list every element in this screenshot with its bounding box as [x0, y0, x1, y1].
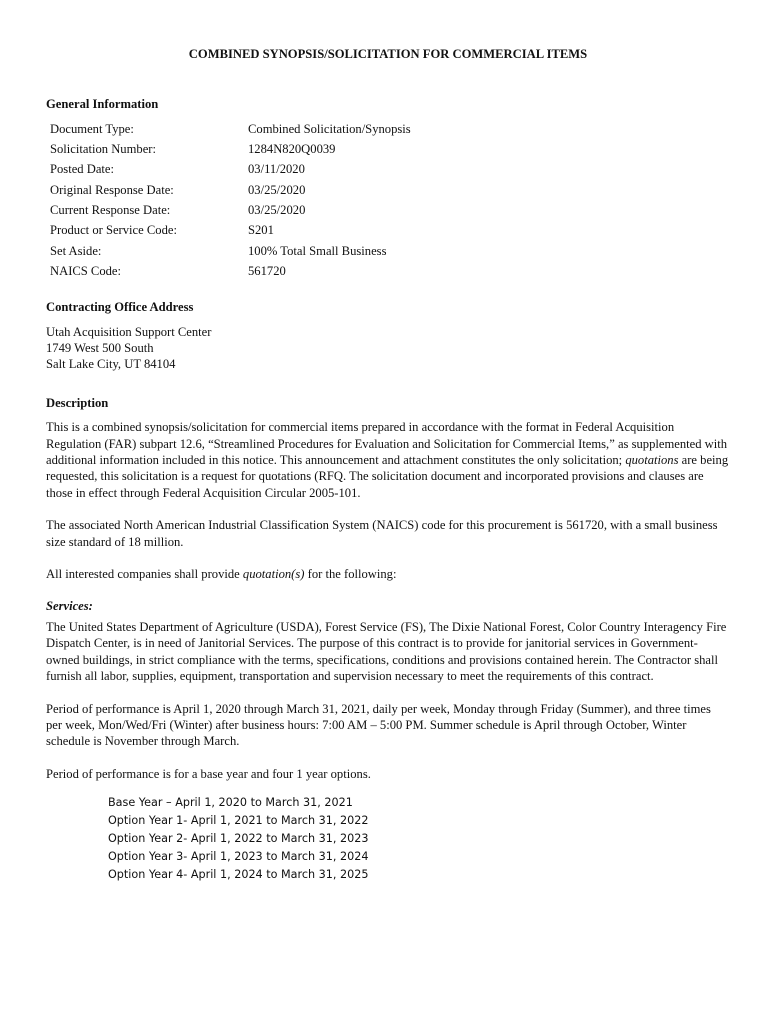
- list-item: Option Year 1- April 1, 2021 to March 31, 2022: [108, 814, 369, 828]
- info-value: S201: [248, 223, 274, 238]
- info-value: 03/25/2020: [248, 182, 306, 197]
- info-value: Combined Solicitation/Synopsis: [248, 121, 411, 136]
- info-row-naics-code: [50, 263, 730, 283]
- general-information-section: [46, 96, 730, 283]
- info-row-solicitation-number: [50, 141, 730, 161]
- contracting-office-heading: Contracting Office Address: [46, 300, 194, 315]
- office-address: [46, 324, 730, 373]
- text-run: All interested companies shall provide: [46, 567, 243, 582]
- emphasis-text: quotations: [625, 453, 679, 468]
- info-label: Document Type:: [50, 121, 134, 136]
- info-label: NAICS Code:: [50, 263, 122, 278]
- info-label: Product or Service Code:: [50, 223, 177, 238]
- text-run: This is a combined synopsis/solicitation for commercial items prepared in accordance with the format in Federal Acquisition Regulation (FAR) subpart 12.6, “Streamlined Procedures for Evaluation and Solicitation for Commercial Items,” as supplemented with additional information included in this notice. This announcement and attachment constitutes the only solicitation;: [46, 420, 728, 468]
- contracting-office-section: [46, 299, 730, 373]
- options-intro-paragraph: Period of performance is for a base year and four 1 year options.: [46, 766, 371, 781]
- option-years-list: [108, 794, 730, 884]
- list-item: Base Year – April 1, 2020 to March 31, 2021: [108, 796, 353, 810]
- info-row-product-service-code: [50, 222, 730, 242]
- info-row-current-response-date: [50, 202, 730, 222]
- info-label: Current Response Date:: [50, 203, 171, 217]
- description-paragraph-2: The associated North American Industrial Classification System (NAICS) code for this procurement is 561720, with a small business size standard of 18 million.: [46, 518, 718, 549]
- info-value: 03/25/2020: [248, 203, 306, 217]
- description-section: [46, 395, 730, 884]
- text-run: for the following:: [304, 567, 397, 582]
- emphasis-text: quotation(s): [242, 567, 305, 582]
- address-line: 1749 West 500 South: [46, 341, 154, 355]
- description-heading: Description: [46, 395, 109, 410]
- address-line: Utah Acquisition Support Center: [46, 324, 212, 339]
- general-information-table: [50, 121, 730, 283]
- services-heading: Services:: [46, 599, 93, 614]
- list-item: Option Year 2- April 1, 2022 to March 31, 2023: [108, 832, 369, 846]
- info-label: Set Aside:: [50, 243, 102, 258]
- info-value: 100% Total Small Business: [248, 243, 387, 258]
- document-title: COMBINED SYNOPSIS/SOLICITATION FOR COMMERCIAL ITEMS: [188, 47, 588, 61]
- info-row-original-response-date: [50, 182, 730, 202]
- list-item: Option Year 4- April 1, 2024 to March 31, 2025: [108, 868, 369, 882]
- text-run: are being requested, this solicitation is a request for quotations (RFQ. The solicitation document and incorporated provisions and clauses are those in effect through Federal Acquisition Circular 2005-101.: [46, 453, 729, 500]
- description-paragraph-1: [46, 419, 730, 501]
- info-value: 561720: [248, 263, 286, 278]
- info-row-document-type: [50, 121, 730, 141]
- info-label: Solicitation Number:: [50, 142, 156, 157]
- info-value: 1284N820Q0039: [248, 142, 336, 157]
- info-row-posted-date: [50, 161, 730, 181]
- services-paragraph: The United States Department of Agriculture (USDA), Forest Service (FS), The Dixie National Forest, Color Country Interagency Fire Dispatch Center, is in need of Janitorial Services. The purpose of this contract is to provide for janitorial services in Government-owned buildings, in strict compliance with the terms, specifications, conditions and provisions contained herein. The Contractor shall furnish all labor, supplies, equipment, transportation and supervision necessary to meet the requirements of this contract.: [46, 619, 727, 684]
- period-of-performance-paragraph: Period of performance is April 1, 2020 through March 31, 2021, daily per week, Monday through Friday (Summer), and three times per week, Mon/Wed/Fri (Winter) after business hours: 7:00 AM – 5:00 PM. Summer schedule is April through October, Winter schedule is November through March.: [46, 701, 711, 749]
- info-label: Posted Date:: [50, 162, 115, 177]
- info-row-set-aside: [50, 243, 730, 263]
- general-information-heading: General Information: [46, 97, 159, 112]
- info-label: Original Response Date:: [50, 182, 174, 197]
- info-value: 03/11/2020: [248, 162, 305, 177]
- description-paragraph-3: [46, 566, 730, 582]
- address-line: Salt Lake City, UT 84104: [46, 357, 176, 372]
- list-item: Option Year 3- April 1, 2023 to March 31, 2024: [108, 850, 369, 864]
